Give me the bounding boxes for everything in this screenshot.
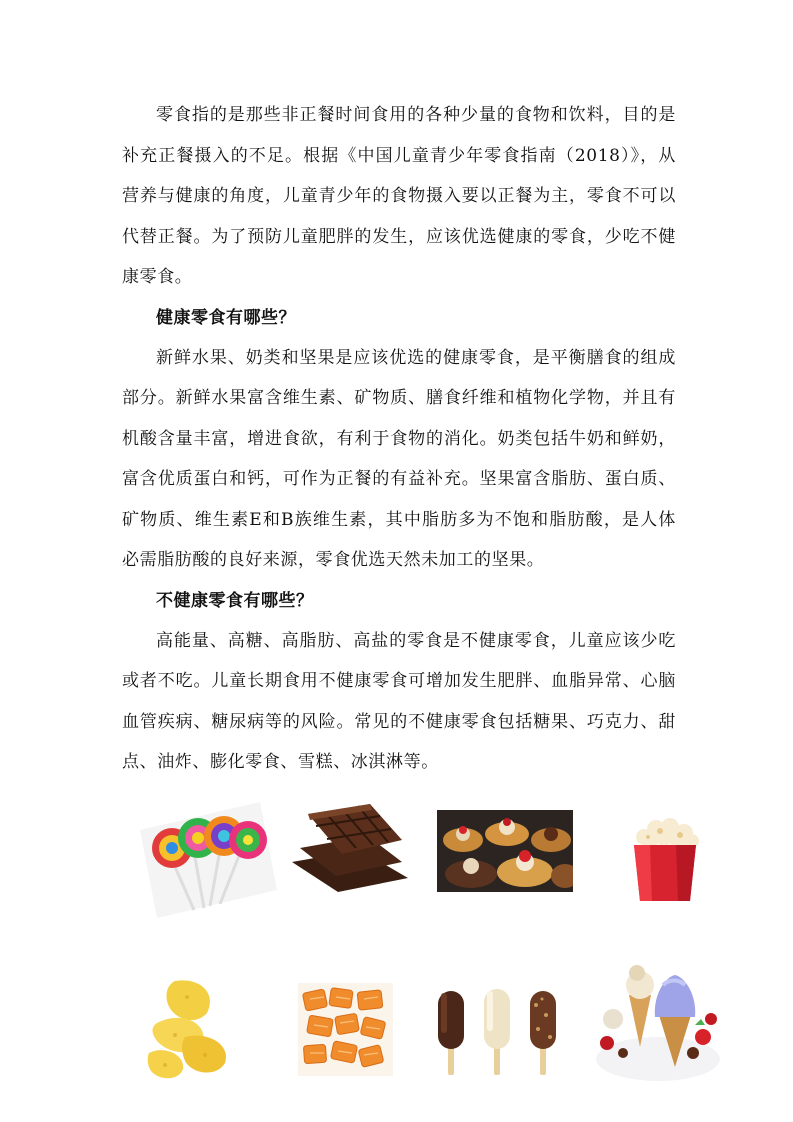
- healthy-snacks-heading: 健康零食有哪些？: [156, 307, 296, 328]
- pastry-icon: [437, 810, 573, 892]
- intro-paragraph: 零食指的是那些非正餐时间食用的各种少量的食物和饮料，目的是补充正餐摄入的不足。根据《中国儿童青少年零食指南（2018）》，从营养与健康的角度，儿童青少年的食物摄入要以正餐为主，零食不可以代替正餐。为了预防儿童肥胖的发生，应该优选健康的零食，少吃不健康零食。: [122, 105, 676, 287]
- ice-pop-icon: [432, 985, 564, 1080]
- unhealthy-snacks-heading: 不健康零食有哪些？: [156, 590, 314, 611]
- lollipop-icon: [132, 800, 277, 920]
- popcorn-icon: [630, 815, 700, 903]
- chips-icon: [145, 975, 235, 1085]
- article-body: [122, 95, 676, 783]
- healthy-snacks-paragraph: 新鲜水果、奶类和坚果是应该优选的健康零食，是平衡膳食的组成部分。新鲜水果富含维生素、矿物质、膳食纤维和植物化学物，并且有机酸含量丰富，增进食欲，有利于食物的消化。奶类包括牛奶和鲜奶，富含优质蛋白和钙，可作为正餐的有益补充。坚果富含脂肪、蛋白质、矿物质、维生素E和B族维生素，其中脂肪多为不饱和脂肪酸，是人体必需脂肪酸的良好来源，零食优选天然未加工的坚果。: [122, 347, 676, 570]
- chocolate-icon: [290, 800, 410, 895]
- ice-cream-icon: [593, 955, 723, 1085]
- puffed-snack-icon: [298, 983, 393, 1076]
- unhealthy-snacks-paragraph: 高能量、高糖、高脂肪、高盐的零食是不健康零食，儿童应该少吃或者不吃。儿童长期食用不健康零食可增加发生肥胖、血脂异常、心脑血管疾病、糖尿病等的风险。常见的不健康零食包括糖果、巧克力、甜点、油炸、膨化零食、雪糕、冰淇淋等。: [122, 630, 676, 772]
